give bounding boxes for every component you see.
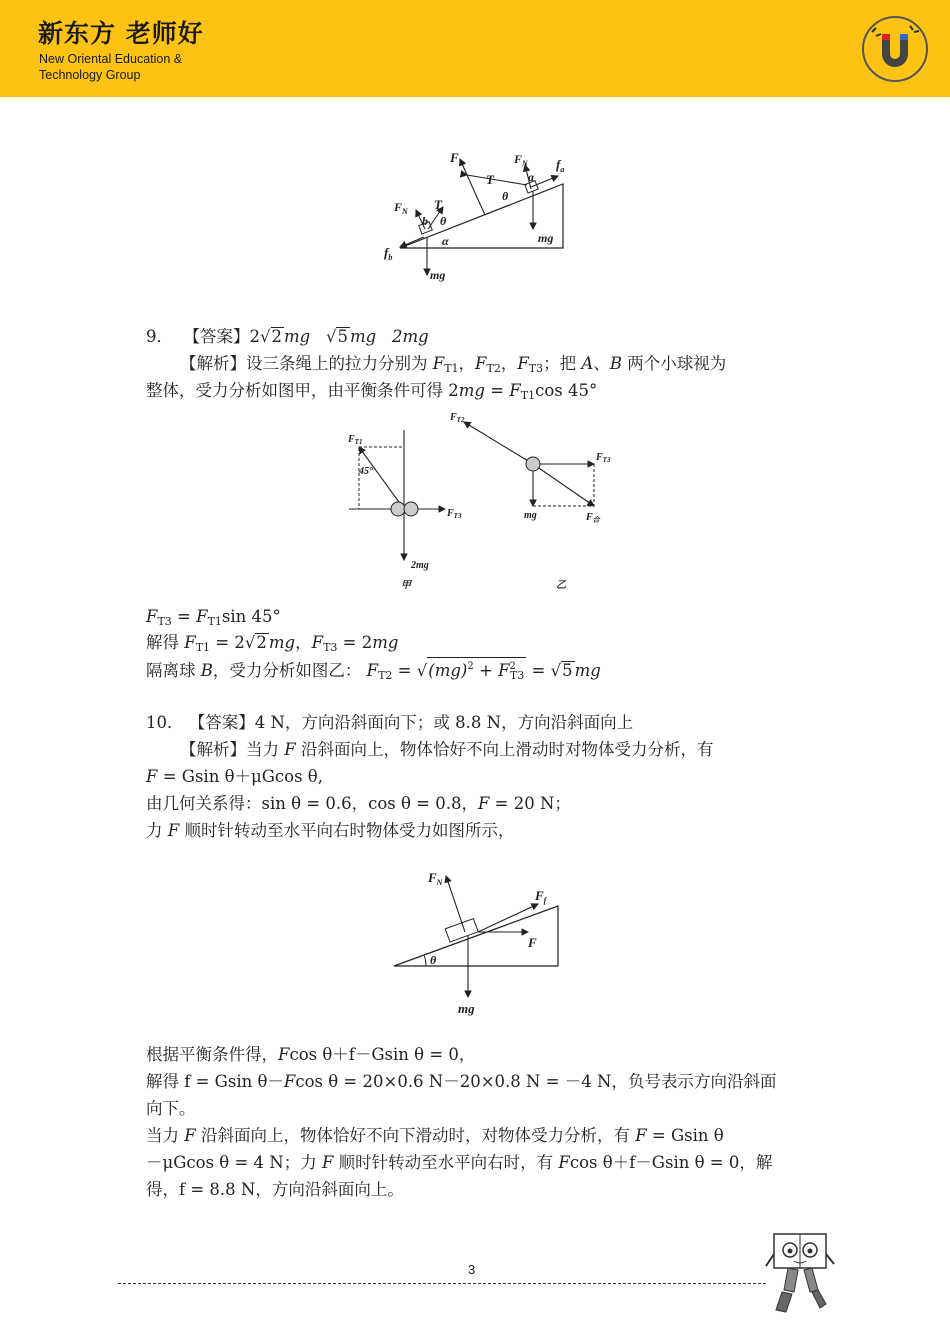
- label-FT1: $F_{T1}$: [348, 434, 363, 446]
- q10-l10-c: cos θ＋f－Gsin θ = 0，解: [569, 1153, 773, 1172]
- q10-l4-tail: = 20 N；: [489, 794, 571, 813]
- arrow-FN-q10: [446, 876, 465, 932]
- q10-line-down: 向下。: [146, 1099, 196, 1118]
- q10-l10-b: 顺时针转动至水平向右时，有: [333, 1153, 559, 1172]
- brand-english-line2: Technology Group: [39, 68, 141, 82]
- q9-l2-tail-b: 两个小球视为: [621, 354, 727, 373]
- q9-l6-F3: F: [498, 661, 510, 680]
- q9-l5-mg2: mg: [372, 633, 399, 652]
- arrow-T-top: [467, 175, 527, 185]
- label-theta-q10: θ: [430, 953, 437, 967]
- q10-l10-F1: F: [321, 1153, 334, 1172]
- label-F-q10: F: [528, 935, 537, 950]
- label-mg-q10: mg: [458, 1001, 475, 1016]
- q9-answer-line: 9． 【答案】2√2 mg √5 mg 2mg: [146, 327, 429, 346]
- q10-analysis-line1: [180, 738, 713, 762]
- label-mg-b: mg: [430, 268, 446, 282]
- label-mg-a: mg: [538, 231, 554, 245]
- q10-l3-F: F: [146, 767, 158, 786]
- q9-line-ft3: [146, 605, 281, 634]
- q9-l2-tail-a: ；把: [543, 354, 582, 373]
- label-fa: $f_a$: [556, 157, 565, 174]
- q9-l6-rad: 5: [562, 661, 573, 680]
- q9-l4-F-b: F: [196, 607, 208, 626]
- q10-l7-b: cos θ = 20×0.6 N－20×0.8 N = －4 N，负号表示方向沿斜面: [295, 1072, 777, 1091]
- q9-l6-eq: =: [392, 661, 417, 680]
- q10-l2-F: F: [284, 740, 296, 759]
- q9-l5-F2: F: [311, 633, 324, 652]
- q10-l4-F: F: [477, 794, 490, 813]
- q9-l4-sub-a: T3: [157, 615, 172, 628]
- q9-l6-eq2: =: [526, 661, 551, 680]
- q10-line-final: 得，f = 8.8 N，方向沿斜面向上。: [146, 1180, 404, 1199]
- q9-sub-T2: T2: [486, 362, 501, 375]
- q10-l9-a: 当力: [146, 1126, 185, 1145]
- q10-l6-a: 根据平衡条件得，: [146, 1045, 278, 1064]
- q10-l9-c: = Gsin θ: [646, 1126, 724, 1145]
- label-alpha: α: [442, 234, 449, 248]
- figure-q8-incline: [380, 145, 580, 285]
- q9-A: A: [581, 354, 594, 373]
- label-Ff-q10: $F_f$: [535, 888, 547, 905]
- caption-yi: 乙: [556, 580, 566, 591]
- q9-l6-mgparen: (mg): [428, 661, 468, 680]
- arrow-FT2: [464, 422, 533, 464]
- q9-l5-F1: F: [184, 633, 196, 652]
- arrow-Fhe: [533, 464, 594, 506]
- q9-l2-text: 设三条绳上的拉力分别为: [246, 354, 433, 373]
- q9-l5-val1: = 2: [210, 633, 245, 652]
- q10-l10-F2: F: [558, 1153, 570, 1172]
- q9-ans-rad2: 5: [337, 327, 348, 346]
- label-2mg: 2mg: [411, 560, 429, 571]
- label-theta-top: θ: [502, 189, 509, 203]
- label-fb: $f_b$: [384, 245, 393, 262]
- q10-l6-b: cos θ＋f－Gsin θ = 0，: [289, 1045, 476, 1064]
- q10-l6-F: F: [278, 1045, 290, 1064]
- q9-line-isolate: 隔离球 B，受力分析如图乙： $F_{T2} = √(mg)^2 + F^2_{T3} = √5$ mg: [146, 657, 601, 688]
- q9-l3-mg: mg: [458, 381, 485, 400]
- q9-l4-eq: =: [171, 607, 197, 626]
- q10-l3-text: = Gsin θ＋μGcos θ,: [162, 767, 323, 786]
- q9-l5-val2: = 2: [337, 633, 373, 652]
- label-a: a: [528, 170, 534, 184]
- q9-l6-mg: mg: [574, 661, 601, 680]
- q10-l4-text: 由几何关系得：sin θ = 0.6，cos θ = 0.8，: [146, 794, 478, 813]
- label-FN-b: $F_N$: [394, 200, 408, 216]
- q9-sep1: ，: [458, 354, 476, 373]
- q9-l3-eq: =: [484, 381, 510, 400]
- q10-l2-b: 沿斜面向上，物体恰好不向上滑动时对物体受力分析，有: [295, 740, 714, 759]
- q10-l9-b: 沿斜面向上，物体恰好不向下滑动时，对物体受力分析，有: [195, 1126, 636, 1145]
- q10-line-case2b: [146, 1151, 772, 1175]
- q9-l5-a: 解得: [146, 633, 185, 652]
- q10-l5-b: 顺时针转动至水平向右时物体受力如图所示，: [179, 821, 515, 840]
- arrow-fb: [400, 237, 424, 247]
- header-bar: [0, 0, 950, 97]
- q9-dun: 、: [593, 354, 610, 373]
- label-45deg: 45°: [359, 466, 373, 477]
- q10-analysis-line3: [146, 792, 571, 816]
- q9-l6-sq1: 2: [467, 661, 474, 672]
- footer-divider: [118, 1283, 766, 1284]
- q9-l6-sub: T2: [378, 669, 393, 682]
- q10-l2-a: 当力: [246, 740, 285, 759]
- q9-l6-a: 隔离球: [146, 661, 201, 680]
- q10-l7-F: F: [283, 1072, 296, 1091]
- label-FT2: $F_{T2}$: [450, 412, 465, 424]
- label-theta-b: θ: [440, 214, 447, 228]
- q9-l4-sin45: sin 45°: [221, 607, 281, 626]
- label-T-b: T: [434, 197, 442, 212]
- label-FN-a: $F_N$: [514, 152, 528, 168]
- label-FT3-yi: $F_{T3}$: [596, 452, 611, 464]
- q9-answer-label: 【答案】: [183, 327, 250, 346]
- figure-yi: [450, 408, 625, 593]
- q9-l5-sub1: T1: [195, 641, 211, 654]
- arrow-FT1: [359, 447, 404, 509]
- q9-l6-sq2: 2: [509, 661, 516, 672]
- page-number: 3: [468, 1262, 476, 1277]
- q10-l5-a: 力: [146, 821, 168, 840]
- q9-ans-rad1: 2: [271, 327, 283, 346]
- q10-answer-line: [146, 711, 633, 735]
- label-FT3: $F_{T3}$: [447, 508, 462, 520]
- q9-l6-sub3: T3: [509, 669, 525, 682]
- label-T-top: T: [486, 172, 494, 187]
- q9-l3-sub: T1: [520, 389, 536, 402]
- q9-l6-radicand: [427, 657, 526, 685]
- q9-l5-rad: 2: [256, 633, 267, 652]
- q9-l5-sep: ，: [295, 633, 312, 652]
- rope-t: [467, 175, 485, 215]
- q9-sub-T1: T1: [444, 362, 459, 375]
- q9-ans-mg1: mg: [284, 327, 311, 346]
- label-Fhe: $F_合$: [586, 512, 600, 524]
- q9-l3-text: 整体，受力分析如图甲，由平衡条件可得 2: [146, 381, 459, 400]
- q10-l5-F: F: [167, 821, 180, 840]
- q10-l10-a: －μGcos θ = 4 N；力: [146, 1153, 322, 1172]
- q9-sep2: ，: [500, 354, 518, 373]
- q10-line-case2: [146, 1124, 724, 1148]
- q10-answer-text: 4 N，方向沿斜面向下；或 8.8 N，方向沿斜面向上: [254, 713, 634, 732]
- q10-analysis-line4: [146, 819, 514, 843]
- q9-l3-F: F: [509, 381, 521, 400]
- q9-F1: F: [432, 354, 445, 373]
- q9-number: 9．: [146, 327, 173, 346]
- q9-l3-cos45: cos 45°: [535, 381, 598, 400]
- label-FN-q10: $F_N$: [428, 870, 443, 887]
- label-mg-yi: mg: [524, 510, 537, 521]
- q9-l6-plus: +: [473, 661, 499, 680]
- q9-l4-sub-b: T1: [207, 615, 222, 628]
- q9-ans-3: 2mg: [391, 327, 429, 346]
- label-F: F: [450, 150, 459, 165]
- caption-jia: 甲: [401, 580, 411, 591]
- figure-q10-incline: [390, 862, 575, 1022]
- q9-line-solve: 解得 $F_{T1} = 2√2$ mg，$F_{T3} = 2mg$: [146, 633, 399, 654]
- q9-l6-F: F: [366, 661, 379, 680]
- arrow-Ff-q10: [478, 904, 538, 932]
- q10-analysis-label: 【解析】: [180, 740, 246, 759]
- q10-line-balance: [146, 1043, 475, 1067]
- q10-analysis-line2: [146, 765, 323, 789]
- arrow-F: [460, 159, 467, 175]
- q9-l5-mg1: mg: [268, 633, 296, 652]
- mascot-book-icon: [764, 1230, 836, 1316]
- q10-l9-F2: F: [635, 1126, 647, 1145]
- magnet-logo-icon: [860, 14, 930, 84]
- q9-F2: F: [475, 354, 487, 373]
- q10-number: 10．: [146, 713, 184, 732]
- q9-l5-sub2: T3: [323, 641, 338, 654]
- q9-analysis-label: 【解析】: [180, 354, 246, 373]
- q9-sub-T3: T3: [528, 362, 544, 375]
- brand-english: [39, 51, 182, 83]
- brand-english-line1: New Oriental Education &: [39, 52, 183, 66]
- q9-B: B: [609, 354, 622, 373]
- q9-ans-coef: 2: [249, 327, 260, 346]
- brand-chinese: 新东方 老师好: [38, 19, 204, 48]
- q10-l9-F1: F: [184, 1126, 196, 1145]
- q9-analysis-line2: [146, 379, 597, 408]
- q9-l6-B: B: [200, 661, 213, 680]
- q9-l6-b: ，受力分析如图乙：: [212, 661, 362, 680]
- q9-l4-F-a: F: [146, 607, 158, 626]
- q10-answer-label: 【答案】: [188, 713, 255, 732]
- q10-line-solve: [146, 1070, 776, 1094]
- q9-analysis-line1: [180, 352, 726, 381]
- q9-ans-mg2: mg: [349, 327, 377, 346]
- label-b: b: [422, 214, 428, 228]
- q10-l7-a: 解得 f = Gsin θ－: [146, 1072, 284, 1091]
- q9-F3: F: [517, 354, 529, 373]
